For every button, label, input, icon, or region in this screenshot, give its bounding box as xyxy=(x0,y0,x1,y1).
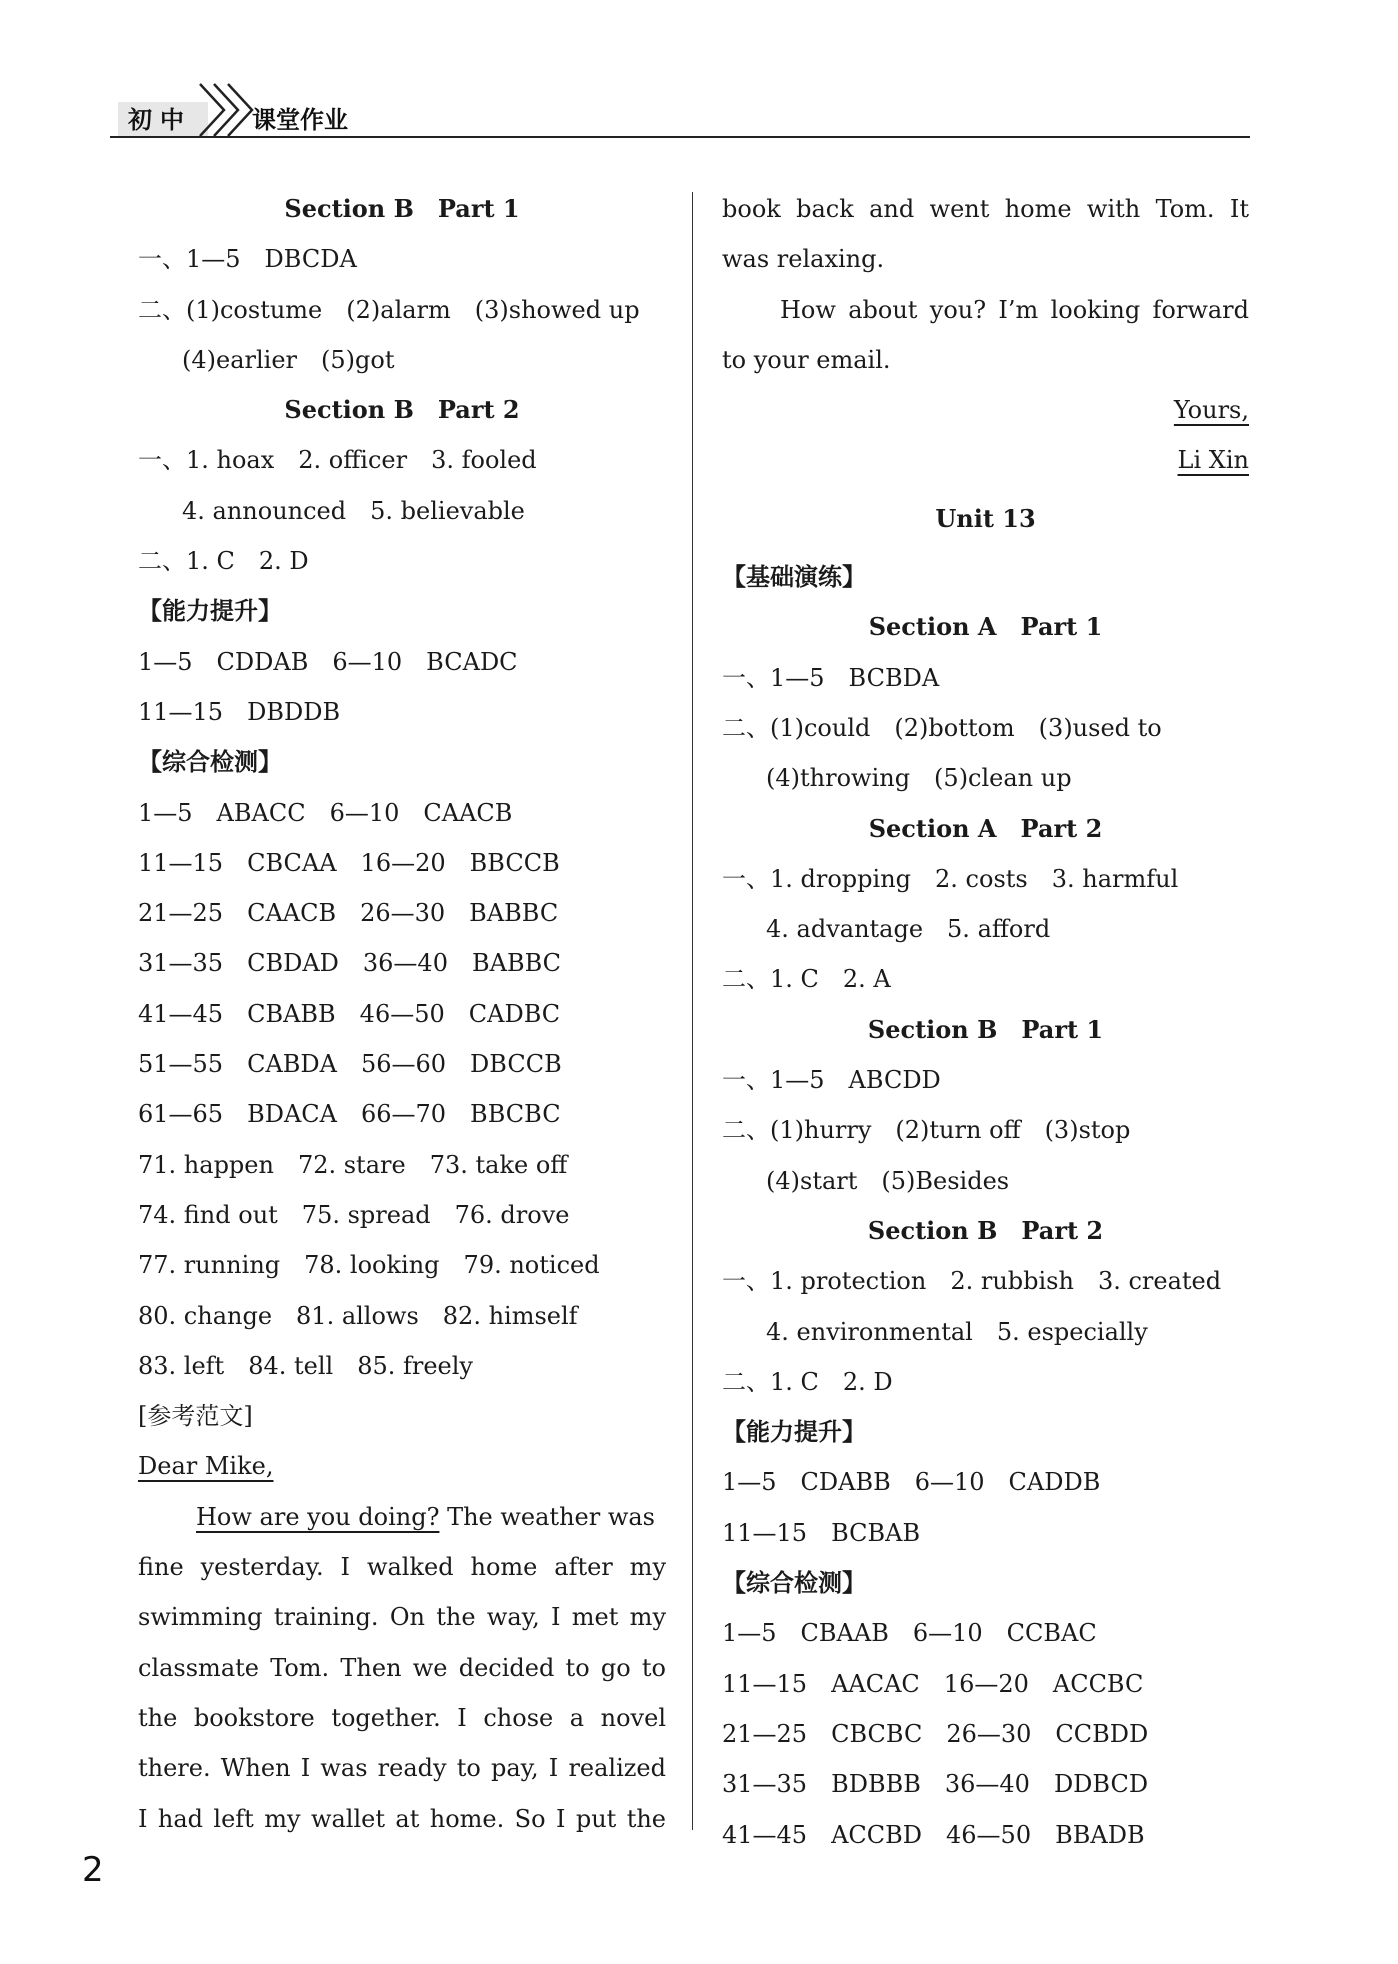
left-column xyxy=(138,184,666,1844)
column-divider xyxy=(692,192,693,1830)
answer-line: 1—5 CDABB 6—10 CADDB xyxy=(722,1468,1101,1497)
answer-line: 74. find out 75. spread 76. drove xyxy=(138,1200,570,1229)
page-header xyxy=(110,78,1250,140)
section-heading: Section A Part 1 xyxy=(868,612,1103,642)
answer-line: 31—35 BDBBB 36—40 DDBCD xyxy=(722,1770,1149,1799)
answer-line: 83. left 84. tell 85. freely xyxy=(138,1351,473,1380)
header-rule xyxy=(110,136,1250,138)
section-heading: Section B Part 1 xyxy=(284,194,520,223)
answer-line: 1—5 ABACC 6—10 CAACB xyxy=(138,798,513,827)
essay-signature: Li Xin xyxy=(1177,446,1249,475)
answer-line: 41—45 CBABB 46—50 CADBC xyxy=(138,999,561,1028)
answer-line: 51—55 CABDA 56—60 DBCCB xyxy=(138,1050,562,1079)
answer-line: (4)earlier (5)got xyxy=(182,345,395,374)
answer-line: (4)throwing (5)clean up xyxy=(766,764,1072,793)
answer-line: 4. announced 5. believable xyxy=(182,496,525,525)
answer-line: 21—25 CAACB 26—30 BABBC xyxy=(138,899,559,928)
answer-line: 41—45 ACCBD 46—50 BBADB xyxy=(722,1820,1145,1849)
answer-line: 二、1. C 2. D xyxy=(138,547,309,576)
sample-essay-label: [参考范文] xyxy=(138,1402,253,1431)
spacer xyxy=(722,544,1249,552)
header-title: 课堂作业 xyxy=(252,106,348,134)
answer-line: 71. happen 72. stare 73. take off xyxy=(138,1150,568,1179)
answer-line: 80. change 81. allows 82. himself xyxy=(138,1301,578,1330)
answer-line: 11—15 BCBAB xyxy=(722,1518,921,1547)
answer-line: 一、1. dropping 2. costs 3. harmful xyxy=(722,864,1179,893)
answer-line: 二、(1)costume (2)alarm (3)showed up xyxy=(138,295,640,324)
answer-line: 一、1. hoax 2. officer 3. fooled xyxy=(138,446,537,475)
answer-line: 二、(1)could (2)bottom (3)used to xyxy=(722,713,1162,742)
section-heading: Section B Part 2 xyxy=(867,1215,1104,1245)
answer-line: 61—65 BDACA 66—70 BBCBC xyxy=(138,1100,561,1129)
answer-line: 一、1—5 BCBDA xyxy=(722,663,940,692)
answer-line: 77. running 78. looking 79. noticed xyxy=(138,1251,600,1280)
unit-heading: Unit 13 xyxy=(935,503,1036,533)
category-heading: 【能力提升】 xyxy=(138,597,282,626)
essay-line: swimming training. On the way, I met my xyxy=(138,1603,666,1632)
section-heading: Section B Part 1 xyxy=(867,1014,1104,1044)
section-heading: Section B Part 2 xyxy=(284,395,520,425)
essay-line: the bookstore together. I chose a novel xyxy=(138,1703,666,1732)
answer-line: 二、1. C 2. D xyxy=(722,1367,893,1396)
essay-line: I had left my wallet at home. So I put the xyxy=(138,1804,666,1833)
spacer xyxy=(722,486,1249,494)
essay-line: classmate Tom. Then we decided to go to xyxy=(138,1653,666,1682)
category-heading: 【基础演练】 xyxy=(722,563,866,592)
answer-line: 31—35 CBDAD 36—40 BABBC xyxy=(138,949,562,978)
essay-line: How are you doing? The weather was xyxy=(196,1502,655,1531)
essay-line: to your email. xyxy=(722,345,891,374)
answer-line: 11—15 DBDDB xyxy=(138,697,341,726)
essay-line: fine yesterday. I walked home after my xyxy=(138,1553,666,1582)
answer-line: 一、1—5 DBCDA xyxy=(138,245,357,274)
answer-line: 二、(1)hurry (2)turn off (3)stop xyxy=(722,1116,1131,1145)
header-grade-label: 初中 xyxy=(118,102,208,138)
answer-line: 二、1. C 2. A xyxy=(722,965,891,994)
essay-line: book back and went home with Tom. It xyxy=(722,195,1249,223)
answer-line: 一、1. protection 2. rubbish 3. created xyxy=(722,1267,1222,1296)
answer-line: 11—15 AACAC 16—20 ACCBC xyxy=(722,1669,1144,1698)
essay-line: there. When I was ready to pay, I realized xyxy=(138,1754,666,1783)
essay-line: How about you? I’m looking forward xyxy=(780,295,1249,324)
page-number: 2 xyxy=(82,1850,104,1890)
essay-closing: Yours, xyxy=(1173,396,1249,425)
answer-line: 1—5 CDDAB 6—10 BCADC xyxy=(138,647,518,676)
category-heading: 【综合检测】 xyxy=(138,748,282,777)
right-column xyxy=(722,184,1249,1860)
answer-line: 11—15 CBCAA 16—20 BBCCB xyxy=(138,848,560,877)
category-heading: 【能力提升】 xyxy=(722,1418,866,1447)
section-heading: Section A Part 2 xyxy=(868,813,1103,843)
answer-line: 1—5 CBAAB 6—10 CCBAC xyxy=(722,1619,1097,1648)
answer-line: 4. environmental 5. especially xyxy=(766,1317,1148,1346)
answer-line: (4)start (5)Besides xyxy=(766,1166,1010,1195)
answer-line: 21—25 CBCBC 26—30 CCBDD xyxy=(722,1719,1149,1748)
category-heading: 【综合检测】 xyxy=(722,1569,866,1598)
answer-line: 一、1—5 ABCDD xyxy=(722,1066,941,1095)
answer-line: 4. advantage 5. afford xyxy=(766,915,1051,944)
essay-line: was relaxing. xyxy=(722,245,885,274)
essay-greeting: Dear Mike, xyxy=(138,1452,274,1481)
